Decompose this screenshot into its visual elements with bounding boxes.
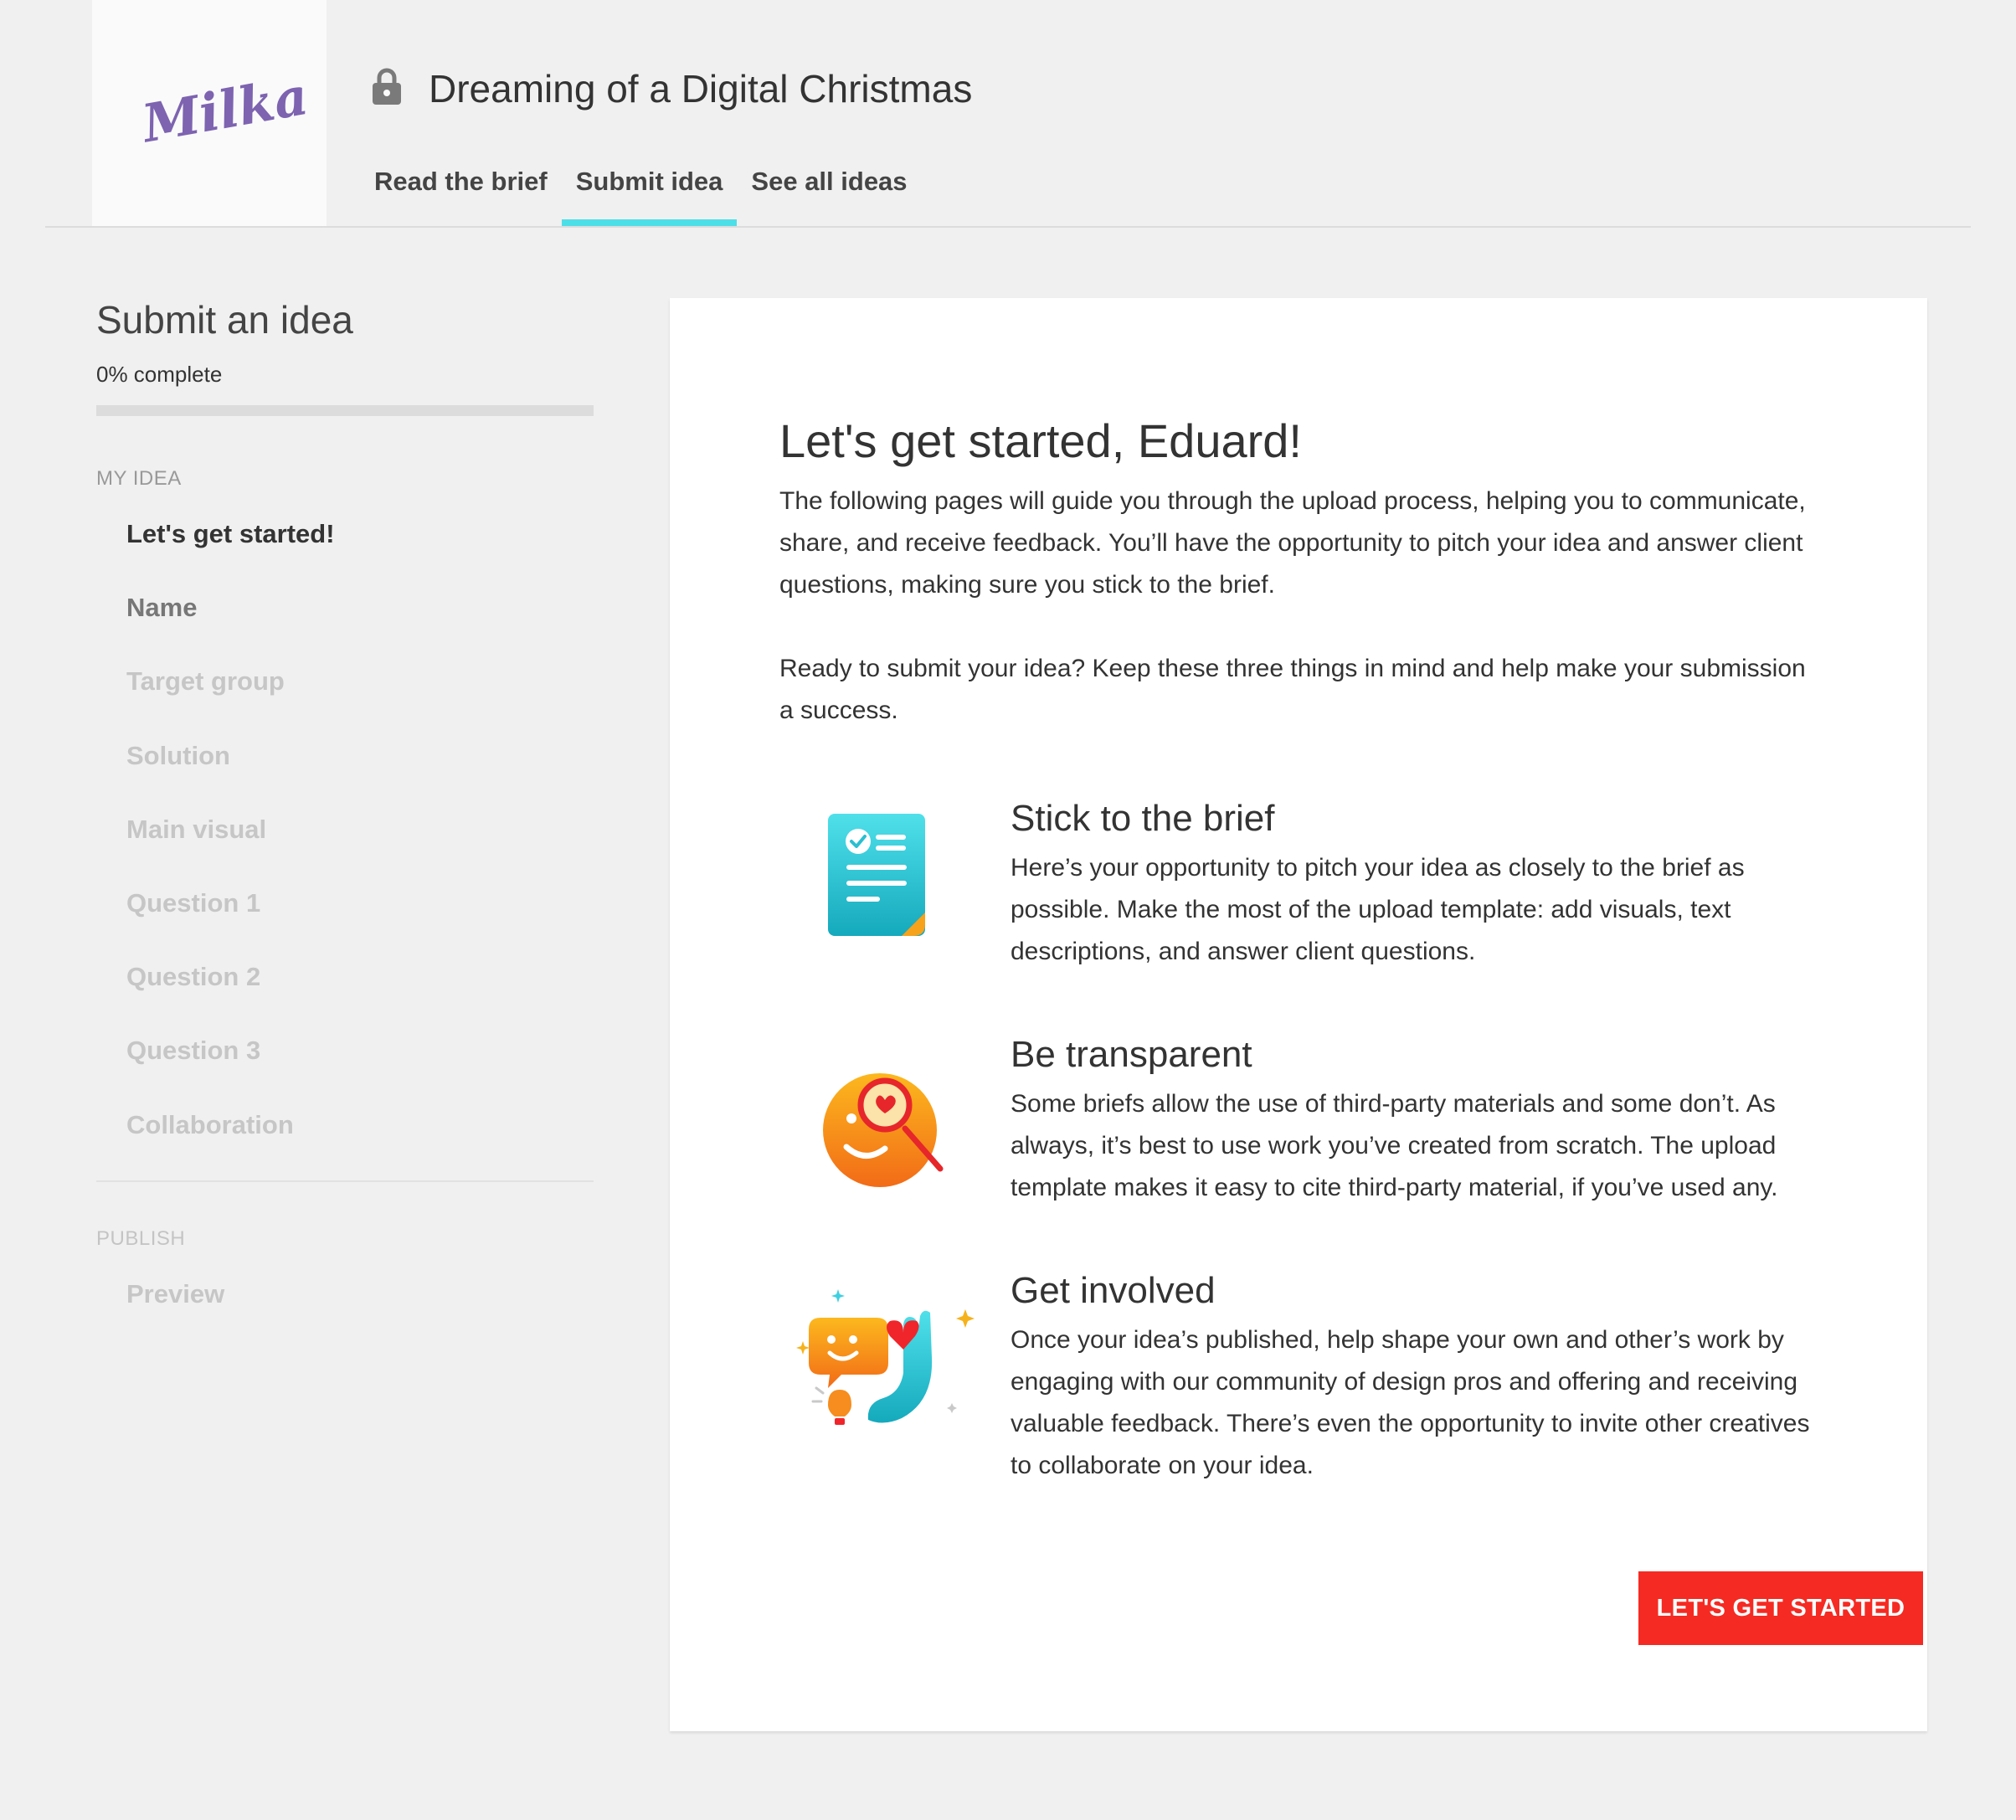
sidebar-item-question-1[interactable]: Question 1 <box>126 887 261 918</box>
tip-body: Here’s your opportunity to pitch your idea as closely to the brief as possible. Make the most of the upload template: add visuals, text descriptions, and answer client questions. <box>1011 854 1745 965</box>
magnifier-face-icon <box>779 1030 980 1231</box>
sidebar-item-collaboration[interactable]: Collaboration <box>126 1109 294 1139</box>
svg-text:Milka: Milka <box>137 64 313 154</box>
sidebar-title: Submit an idea <box>96 298 353 342</box>
tip-body: Some briefs allow the use of third-party materials and some don’t. As always, it’s best to use work you’ve created from scratch. The upload template makes it easy to cite third-party material, if you’ve used any. <box>1011 1090 1778 1201</box>
community-icon <box>779 1266 980 1467</box>
sidebar-divider <box>96 1180 594 1182</box>
steps-sidebar <box>96 293 594 1308</box>
lets-get-started-button[interactable]: LET'S GET STARTED <box>1638 1571 1923 1645</box>
milka-logo-icon <box>134 64 313 160</box>
step-list <box>126 511 335 1175</box>
lock-icon <box>372 67 402 105</box>
progress-label: 0% complete <box>96 362 223 387</box>
intro-paragraph: The following pages will guide you through the upload process, helping you to communicate, share, and receive feedback. You’ll have the opportunity to pitch your idea and answer client questions, making sure you stick to the brief. <box>779 487 1806 599</box>
intro-card <box>670 298 1927 1731</box>
section-heading-publish: PUBLISH <box>96 1227 186 1250</box>
tip-text <box>1011 1266 1818 1487</box>
tab-see-all-ideas[interactable]: See all ideas <box>751 167 908 196</box>
sidebar-item-main-visual[interactable]: Main visual <box>126 814 267 844</box>
main-tabs <box>360 161 922 228</box>
welcome-heading: Let's get started, Eduard! <box>779 414 1302 467</box>
brand-logo[interactable] <box>92 0 327 227</box>
sidebar-item-question-3[interactable]: Question 3 <box>126 1036 261 1066</box>
tab-read-the-brief[interactable]: Read the brief <box>374 167 548 196</box>
intro-paragraph-2: Ready to submit your idea? Keep these three things in mind and help make your submission a success. <box>779 655 1806 724</box>
section-heading-my-idea: MY IDEA <box>96 467 182 490</box>
tip-title: Get involved <box>1011 1270 1216 1311</box>
progress-bar <box>96 405 594 416</box>
tip-text <box>1011 794 1818 973</box>
tip-text <box>1011 1030 1818 1209</box>
tab-submit-idea[interactable]: Submit idea <box>562 161 738 228</box>
sidebar-item-question-2[interactable]: Question 2 <box>126 962 261 992</box>
tip-body: Once your idea’s published, help shape your own and other’s work by engaging with our community of design pros and offering and receiving valuable feedback. There’s even the opportunity to invite other creatives to collaborate on your idea. <box>1011 1326 1810 1479</box>
document-check-icon <box>779 794 980 995</box>
sidebar-item-name[interactable]: Name <box>126 593 198 623</box>
top-header <box>0 0 2016 228</box>
header-divider <box>45 226 1971 228</box>
tip-title: Be transparent <box>1011 1034 1252 1075</box>
sidebar-item-preview[interactable]: Preview <box>126 1279 225 1308</box>
sidebar-item-solution[interactable]: Solution <box>126 740 230 770</box>
sidebar-item-target-group[interactable]: Target group <box>126 666 285 697</box>
sidebar-item-lets-get-started[interactable]: Let's get started! <box>126 519 335 548</box>
tip-title: Stick to the brief <box>1011 798 1275 839</box>
page-title: Dreaming of a Digital Christmas <box>429 67 973 111</box>
